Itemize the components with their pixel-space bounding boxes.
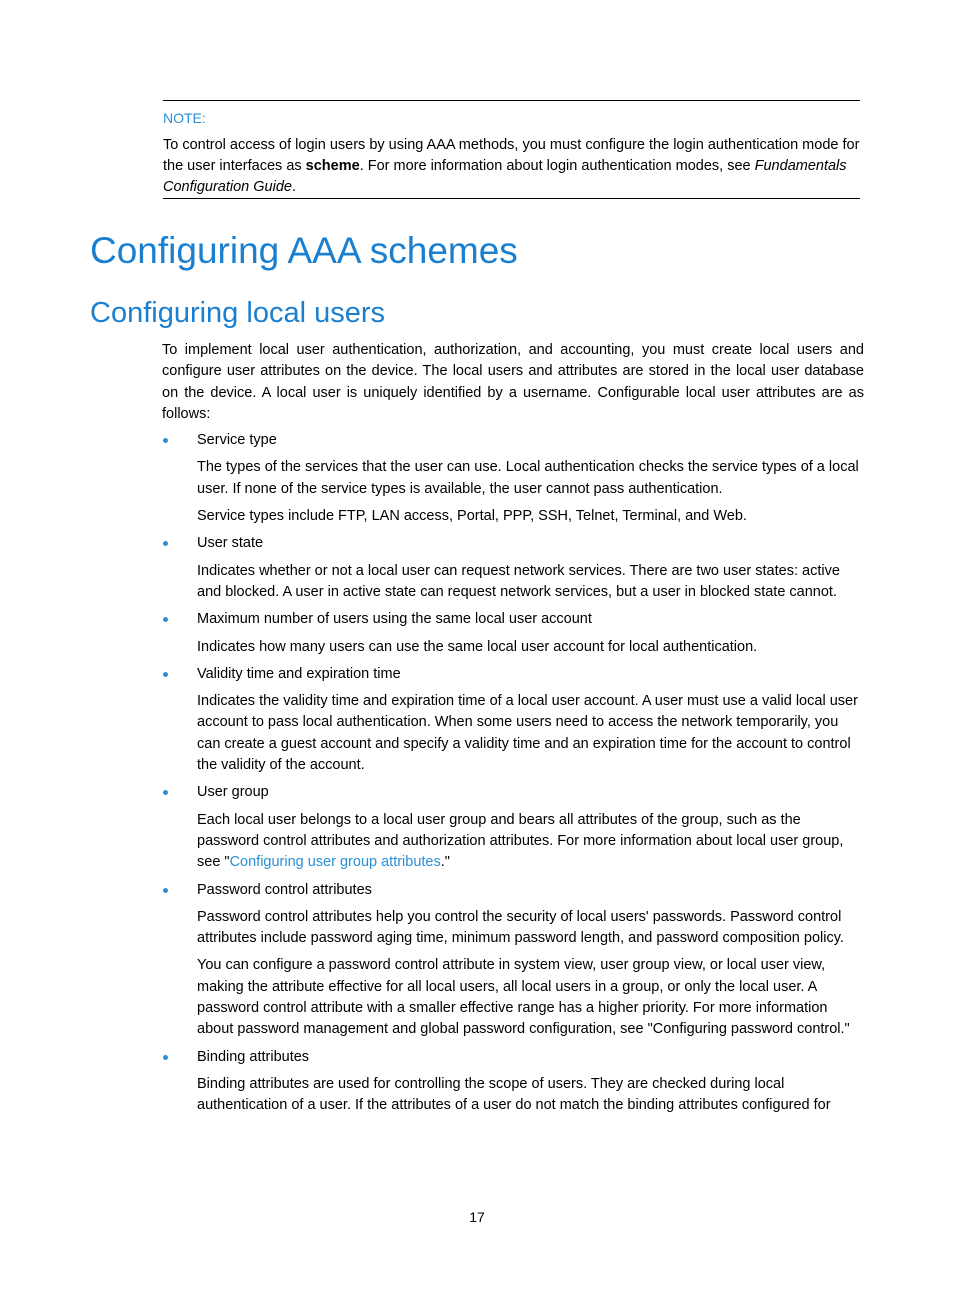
- bullet-icon: [163, 790, 168, 795]
- list-item: [162, 609, 864, 658]
- list-item-paragraph: [197, 810, 864, 874]
- list-item: [162, 533, 864, 603]
- list-item-paragraph: Indicates the validity time and expiration time of a local user account. A user must use a valid local user account to pass local authentication. When some users need to access the network temporarily, you can create a guest account and specify a validity time and an expiration time for the account to control the validity of the account.: [197, 693, 858, 774]
- list-item-title: Maximum number of users using the same local user account: [197, 611, 592, 628]
- bullet-icon: [163, 888, 168, 893]
- list-item: [162, 880, 864, 1041]
- list-item-title: User state: [197, 535, 264, 552]
- list-item-title: Password control attributes: [197, 881, 372, 898]
- bullet-icon: [163, 1055, 168, 1060]
- list-item-paragraph: Service types include FTP, LAN access, Portal, PPP, SSH, Telnet, Terminal, and Web.: [197, 508, 747, 525]
- list-item-paragraph: The types of the services that the user can use. Local authentication checks the service types of a local user. If none of the service types is available, the user cannot pass authentication.: [197, 459, 859, 497]
- list-item-title: Validity time and expiration time: [197, 665, 401, 682]
- section-title: Configuring local users: [90, 297, 385, 329]
- list-item-paragraph: You can configure a password control attribute in system view, user group view, or local user view, making the attribute effective for all local users, all local users in a group, or only the local user. A password control attribute with a smaller effective range has a higher priority. For more information about password management and global password configuration, see "Configuring password control.": [197, 957, 850, 1038]
- list-item-paragraph: Indicates whether or not a local user can request network services. There are two user states: active and blocked. A user in active state can request network services, but a user in blocked state cannot.: [197, 562, 840, 600]
- note-text: [163, 135, 860, 198]
- list-item-title: Binding attributes: [197, 1048, 310, 1065]
- note-box: [163, 100, 860, 199]
- bullet-icon: [163, 438, 168, 443]
- list-item-paragraph: Password control attributes help you control the security of local users' passwords. Password control attributes include password aging time, minimum password length, and password composition policy.: [197, 908, 844, 947]
- page-number: 17: [469, 1209, 485, 1225]
- list-item-title: User group: [197, 784, 269, 801]
- note-text-start: To control access of login users by using AAA methods, you must configure the login authentication mode for the user interfaces as: [163, 137, 860, 174]
- list-item: [162, 1047, 864, 1117]
- user-group-attributes-link[interactable]: Configuring user group attributes: [229, 854, 441, 871]
- note-text-middle: . For more information about login authentication modes, see: [359, 158, 755, 174]
- intro-paragraph: To implement local user authentication, authorization, and accounting, you must create local users and configure user attributes on the device. The local users and attributes are stored in the local user database on the device. A local user is uniquely identified by a username. Configurable local user attributes are as follows:: [162, 342, 864, 422]
- list-item-paragraph: Binding attributes are used for controlling the scope of users. They are checked during local authentication of a user. If the attributes of a user do not match the binding attributes configured for: [197, 1075, 831, 1114]
- list-item: [162, 664, 864, 776]
- paragraph-text: Each local user belongs to a local user group and bears all attributes of the group, such as the password control attributes and authorization attributes. For more information about local user group, see ": [197, 811, 844, 871]
- bullet-icon: [163, 541, 168, 546]
- list-item: [162, 430, 864, 527]
- paragraph-text: .": [440, 854, 450, 871]
- note-text-end: .: [291, 179, 297, 195]
- bullet-icon: [163, 672, 168, 677]
- note-guide-title: Fundamentals Configuration Guide: [163, 158, 847, 195]
- note-bold-term: scheme: [305, 158, 360, 174]
- list-item-title: Service type: [197, 432, 277, 449]
- note-label: NOTE:: [163, 110, 206, 126]
- page-title: Configuring AAA schemes: [90, 230, 518, 271]
- list-item-paragraph: Indicates how many users can use the same local user account for local authentication.: [197, 638, 758, 655]
- list-item: [162, 782, 864, 873]
- attribute-list: [162, 430, 864, 1116]
- bullet-icon: [163, 617, 168, 622]
- section-body: [162, 340, 864, 1123]
